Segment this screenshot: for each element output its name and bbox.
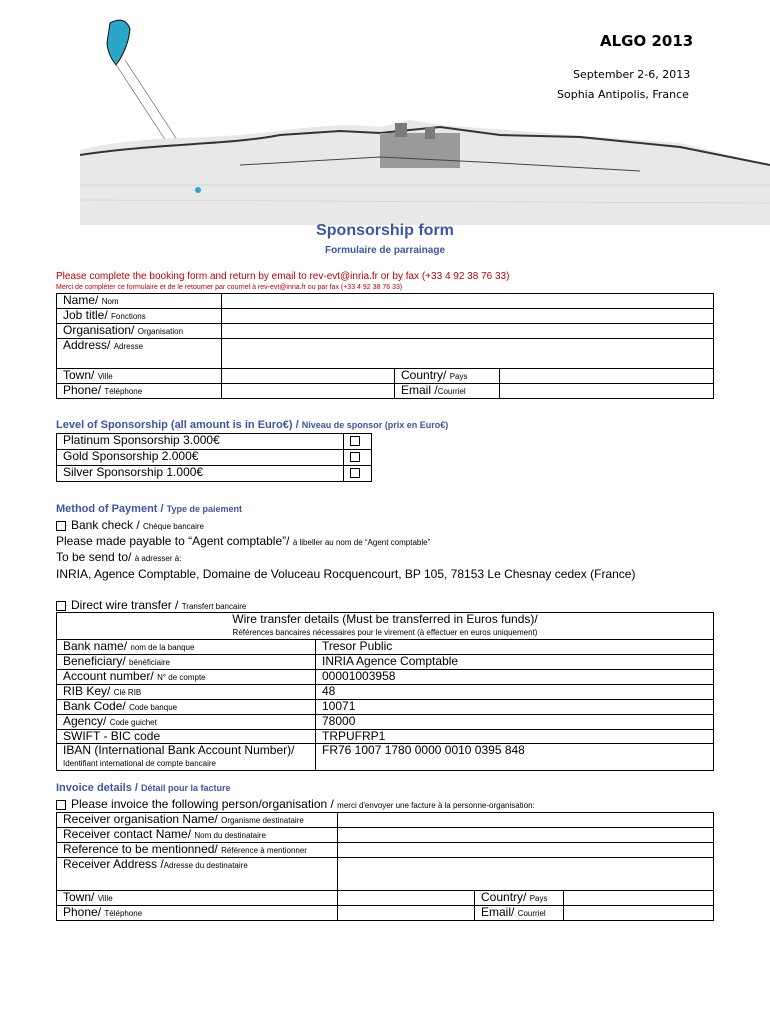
rib-key-value: 48: [316, 685, 714, 700]
checkbox-icon: [56, 800, 66, 810]
level-table: [56, 433, 372, 482]
wire-details-title: Wire transfer details (Must be transferred in Euros funds)/ Références bancaires nécessaires pour le virement (à effectuer en euros uniquement): [57, 613, 714, 640]
level-platinum-checkbox[interactable]: [344, 434, 372, 450]
email-field[interactable]: [500, 384, 714, 399]
agency-label: Agency/ Code guichet: [57, 715, 316, 730]
bank-name-label: Bank name/ nom de la banque: [57, 640, 316, 655]
invoice-email-field[interactable]: [564, 906, 714, 921]
phone-label: Phone/ Téléphone: [57, 384, 222, 399]
level-gold-label: Gold Sponsorship 2.000€: [57, 450, 344, 466]
level-heading: Level of Sponsorship (all amount is in Euro€) / Niveau de sponsor (prix en Euro€): [56, 419, 449, 431]
name-field[interactable]: [222, 294, 714, 309]
name-label: Name/ Nom: [57, 294, 222, 309]
conference-location: Sophia Antipolis, France: [557, 88, 689, 101]
wire-details-table: [56, 612, 714, 771]
organisation-label: Organisation/ Organisation: [57, 324, 222, 339]
bank-name-value: Tresor Public: [316, 640, 714, 655]
invoice-phone-label: Phone/ Téléphone: [57, 906, 338, 921]
invoice-phone-field[interactable]: [338, 906, 475, 921]
receiver-org-label: Receiver organisation Name/ Organisme destinataire: [57, 813, 338, 828]
invoice-option[interactable]: Please invoice the following person/organisation / merci d'envoyer une facture à la personne-organisation:: [56, 797, 535, 811]
level-platinum-label: Platinum Sponsorship 3.000€: [57, 434, 344, 450]
invoice-country-label: Country/ Pays: [475, 891, 564, 906]
swift-label: SWIFT - BIC code: [57, 730, 316, 744]
contact-table: [56, 293, 714, 399]
rib-key-label: RIB Key/ Clé RIB: [57, 685, 316, 700]
instruction-fr: Merci de compléter ce formulaire et de le retourner par courriel à rev-evt@inria.fr ou par fax (+33 4 92 38 76 33): [56, 284, 403, 291]
receiver-address-label: Receiver Address /Adresse du destinataire: [57, 858, 338, 891]
receiver-contact-label: Receiver contact Name/ Nom du destinataire: [57, 828, 338, 843]
phone-field[interactable]: [222, 384, 395, 399]
organisation-field[interactable]: [222, 324, 714, 339]
account-number-label: Account number/ N° de compte: [57, 670, 316, 685]
form-subtitle: Formulaire de parrainage: [324, 245, 446, 256]
checkbox-icon: [350, 436, 360, 446]
email-label: Email /Courriel: [395, 384, 500, 399]
town-field[interactable]: [222, 369, 395, 384]
conference-dates: September 2-6, 2013: [573, 68, 691, 81]
invoice-town-field[interactable]: [338, 891, 475, 906]
payment-heading: Method of Payment / Type de paiement: [56, 503, 242, 515]
town-label: Town/ Ville: [57, 369, 222, 384]
coastal-banner-image: [80, 15, 770, 225]
invoice-table: [56, 812, 714, 921]
account-number-value: 00001003958: [316, 670, 714, 685]
checkbox-icon: [56, 601, 66, 611]
conference-title: ALGO 2013: [600, 32, 694, 50]
beneficiary-label: Beneficiary/ bénéficiaire: [57, 655, 316, 670]
bank-code-value: 10071: [316, 700, 714, 715]
kite-icon: [107, 20, 130, 65]
receiver-contact-field[interactable]: [338, 828, 714, 843]
invoice-email-label: Email/ Courriel: [475, 906, 564, 921]
checkbox-icon: [350, 468, 360, 478]
level-gold-checkbox[interactable]: [344, 450, 372, 466]
job-label: Job title/ Fonctions: [57, 309, 222, 324]
agency-value: 78000: [316, 715, 714, 730]
form-title: Sponsorship form: [316, 222, 454, 239]
bank-code-label: Bank Code/ Code banque: [57, 700, 316, 715]
job-field[interactable]: [222, 309, 714, 324]
level-silver-checkbox[interactable]: [344, 466, 372, 482]
instruction-en: Please complete the booking form and return by email to rev-evt@inria.fr or by fax (+33 4 92 38 76 33): [56, 271, 510, 282]
beneficiary-value: INRIA Agence Comptable: [316, 655, 714, 670]
reference-field[interactable]: [338, 843, 714, 858]
invoice-town-label: Town/ Ville: [57, 891, 338, 906]
level-silver-label: Silver Sponsorship 1.000€: [57, 466, 344, 482]
send-to-text: To be send to/ à adresser à:: [56, 550, 182, 564]
send-address: INRIA, Agence Comptable, Domaine de Voluceau Rocquencourt, BP 105, 78153 Le Chesnay cedex (France): [56, 567, 636, 581]
address-label: Address/ Adresse: [57, 339, 222, 369]
bank-check-option[interactable]: Bank check / Chèque bancaire: [56, 518, 204, 532]
invoice-heading: Invoice details / Détail pour la facture: [56, 782, 231, 794]
checkbox-icon: [56, 521, 66, 531]
invoice-country-field[interactable]: [564, 891, 714, 906]
wire-transfer-option[interactable]: Direct wire transfer / Transfert bancaire: [56, 598, 246, 612]
payable-text: Please made payable to “Agent comptable”/ à libeller au nom de “Agent comptable”: [56, 534, 431, 548]
address-field[interactable]: [222, 339, 714, 369]
checkbox-icon: [350, 452, 360, 462]
iban-value: FR76 1007 1780 0000 0010 0395 848: [316, 744, 714, 771]
receiver-org-field[interactable]: [338, 813, 714, 828]
country-field[interactable]: [500, 369, 714, 384]
iban-label: IBAN (International Bank Account Number)/ Identifiant international de compte bancaire: [57, 744, 316, 771]
swift-value: TRPUFRP1: [316, 730, 714, 744]
country-label: Country/ Pays: [395, 369, 500, 384]
receiver-address-field[interactable]: [338, 858, 714, 891]
reference-label: Reference to be mentionned/ Référence à mentionner: [57, 843, 338, 858]
